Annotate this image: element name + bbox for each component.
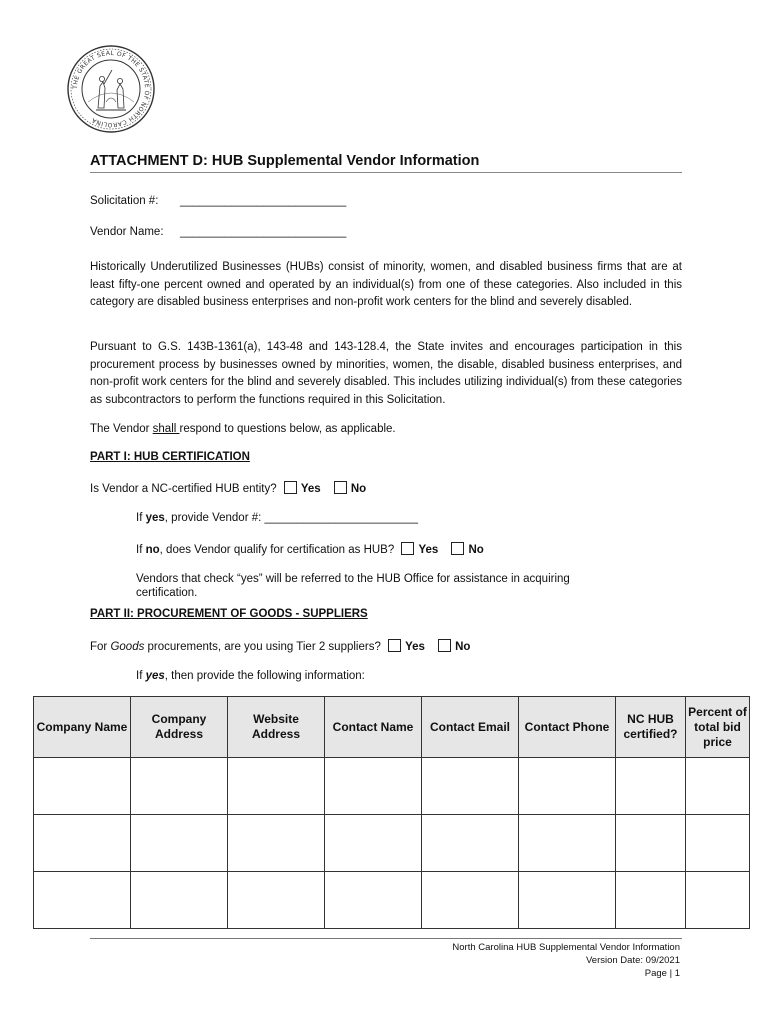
part2-yes-checkbox[interactable] bbox=[388, 639, 401, 652]
part1-note: Vendors that check “yes” will be referred to the HUB Office for assistance in acquiring certification. bbox=[136, 573, 570, 599]
part2-if-yes-prefix: If bbox=[136, 670, 146, 682]
table-cell[interactable] bbox=[686, 872, 750, 929]
table-cell[interactable] bbox=[422, 815, 519, 872]
footer-version-date: Version Date: 09/2021 bbox=[585, 955, 680, 966]
part1-title: PART I: HUB CERTIFICATION bbox=[90, 451, 250, 463]
part1-yes-label: Yes bbox=[300, 483, 321, 495]
table-row bbox=[34, 758, 750, 815]
intro-paragraph: Historically Underutilized Businesses (HUBs) consist of minority, women, and disabled business firms that are at least fifty-one percent owned and operated by an individual(s) from one of these categories. Also included in this category are disabled business enterprises and non-profit work centers for the blind and severely disabled. bbox=[90, 261, 682, 309]
header-company-name: Company Name bbox=[34, 697, 131, 758]
part1-question: Is Vendor a NC-certified HUB entity? bbox=[90, 483, 277, 495]
table-cell[interactable] bbox=[686, 758, 750, 815]
table-cell[interactable] bbox=[422, 872, 519, 929]
header-nc-hub-certified: NC HUB certified? bbox=[616, 697, 686, 758]
table-header-row bbox=[34, 697, 750, 758]
footer-doc-title: North Carolina HUB Supplemental Vendor Information bbox=[452, 942, 680, 953]
table-cell[interactable] bbox=[228, 758, 325, 815]
table-row bbox=[34, 872, 750, 929]
part1-if-no-prefix: If bbox=[136, 544, 146, 556]
header-contact-email: Contact Email bbox=[422, 697, 519, 758]
pursuant-paragraph: Pursuant to G.S. 143B-1361(a), 143-48 and 143-128.4, the State invites and encourages participation in this procurement process by businesses owned by minorities, women, the disable, disabled business enterprises, and non-profit work centers for the blind and severely disabled. This includes utilizing individual(s) from these categories as subcontractors to perform the functions required in this Solicitation. bbox=[90, 341, 682, 406]
table-cell[interactable] bbox=[131, 758, 228, 815]
part2-if-yes-word: yes bbox=[145, 670, 165, 682]
part1-if-no-word: no bbox=[145, 544, 160, 556]
solicitation-label: Solicitation #: bbox=[90, 195, 159, 207]
part2-yes-label: Yes bbox=[405, 641, 425, 653]
header-company-address: Company Address bbox=[131, 697, 228, 758]
table-cell[interactable] bbox=[616, 815, 686, 872]
seal-text: THE GREAT SEAL OF THE STATE OF NORTH CAROLINA bbox=[71, 49, 151, 129]
part2-no-label: No bbox=[455, 641, 471, 653]
table-cell[interactable] bbox=[686, 815, 750, 872]
respond-shall: shall bbox=[152, 423, 180, 435]
header-percent-bid-price: Percent of total bid price bbox=[686, 697, 750, 758]
part1-no-label: No bbox=[350, 483, 367, 495]
part1-if-yes-row bbox=[136, 512, 418, 524]
page-title: ATTACHMENT D: HUB Supplemental Vendor Information bbox=[90, 153, 682, 173]
part1-question-row bbox=[90, 481, 372, 495]
respond-instruction bbox=[90, 421, 682, 439]
footer-divider bbox=[90, 938, 682, 939]
part1-if-no-text: , does Vendor qualify for certification as HUB? bbox=[159, 544, 395, 556]
part1-qualify-no-checkbox[interactable] bbox=[451, 542, 464, 555]
table-cell[interactable] bbox=[519, 872, 616, 929]
part1-qualify-no-label: No bbox=[468, 544, 484, 556]
header-contact-name: Contact Name bbox=[325, 697, 422, 758]
part1-if-yes-prefix: If bbox=[136, 512, 146, 524]
part2-if-yes-row bbox=[136, 670, 365, 682]
footer-page-number: Page | 1 bbox=[644, 968, 680, 979]
table-cell[interactable] bbox=[228, 872, 325, 929]
part1-qualify-yes-checkbox[interactable] bbox=[401, 542, 414, 555]
table-cell[interactable] bbox=[228, 815, 325, 872]
table-cell[interactable] bbox=[131, 815, 228, 872]
part1-yes-checkbox[interactable] bbox=[284, 481, 297, 494]
part1-qualify-yes-label: Yes bbox=[418, 544, 439, 556]
table-cell[interactable] bbox=[34, 815, 131, 872]
table-cell[interactable] bbox=[34, 758, 131, 815]
part2-title: PART II: PROCUREMENT OF GOODS - SUPPLIERS bbox=[90, 608, 368, 620]
table-row bbox=[34, 815, 750, 872]
header-website-address: Website Address bbox=[228, 697, 325, 758]
respond-post: respond to questions below, as applicable. bbox=[179, 423, 396, 435]
supplier-table bbox=[33, 696, 750, 929]
part1-if-yes-word: yes bbox=[145, 512, 165, 524]
part2-no-checkbox[interactable] bbox=[438, 639, 451, 652]
table-cell[interactable] bbox=[519, 815, 616, 872]
table-cell[interactable] bbox=[325, 815, 422, 872]
table-cell[interactable] bbox=[131, 872, 228, 929]
state-seal-logo bbox=[66, 44, 156, 134]
vendor-name-label: Vendor Name: bbox=[90, 226, 164, 238]
respond-pre: The Vendor bbox=[90, 423, 153, 435]
table-cell[interactable] bbox=[616, 758, 686, 815]
svg-text:THE GREAT SEAL OF THE STATE OF bbox=[72, 50, 150, 128]
part2-question-row bbox=[90, 639, 476, 653]
table-cell[interactable] bbox=[34, 872, 131, 929]
table-cell[interactable] bbox=[325, 872, 422, 929]
table-cell[interactable] bbox=[616, 872, 686, 929]
vendor-name-field[interactable]: __________________________ bbox=[180, 226, 347, 238]
part1-if-no-row bbox=[136, 542, 490, 556]
table-cell[interactable] bbox=[519, 758, 616, 815]
header-contact-phone: Contact Phone bbox=[519, 697, 616, 758]
part2-question-goods: Goods bbox=[110, 641, 145, 653]
part1-vendor-number-field[interactable]: , provide Vendor #: ________________________ bbox=[164, 512, 419, 524]
part2-if-yes-text: , then provide the following information: bbox=[164, 670, 365, 682]
solicitation-field[interactable]: __________________________ bbox=[180, 195, 347, 207]
table-cell[interactable] bbox=[325, 758, 422, 815]
part2-question-pre: For bbox=[90, 641, 111, 653]
part2-question-post: procurements, are you using Tier 2 suppliers? bbox=[144, 641, 381, 653]
table-cell[interactable] bbox=[422, 758, 519, 815]
part1-no-checkbox[interactable] bbox=[334, 481, 347, 494]
